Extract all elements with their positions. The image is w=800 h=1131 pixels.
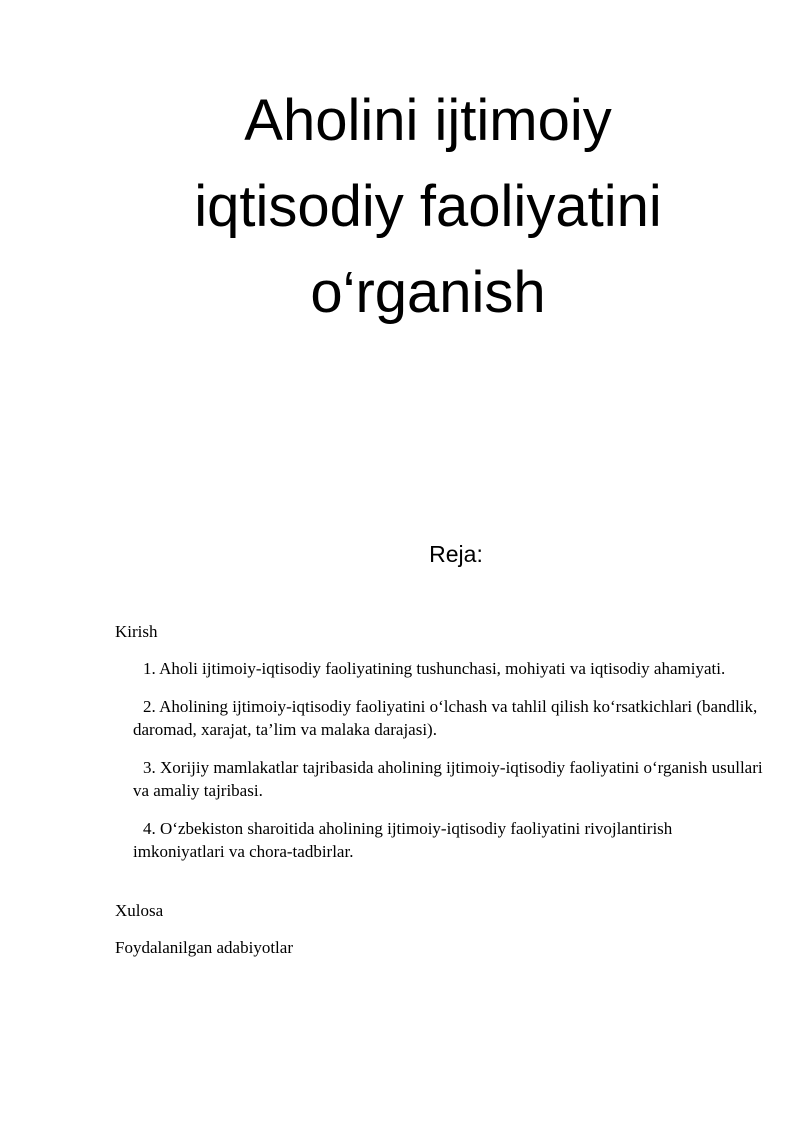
- plan-item-text: [133, 657, 763, 680]
- plan-list: [123, 657, 763, 878]
- plan-item-text: [133, 695, 763, 741]
- plan-heading: [0, 538, 800, 570]
- plan-item-content: Aholi ijtimoiy-iqtisodiy faoliyatining tushunchasi, mohiyati va iqtisodiy ahamiyati.: [159, 659, 726, 678]
- plan-item-number: 3.: [143, 758, 156, 777]
- plan-item: [123, 657, 763, 680]
- document-title: [100, 78, 756, 336]
- plan-references: Foydalanilgan adabiyotlar: [115, 938, 293, 957]
- plan-intro: Kirish: [115, 622, 158, 641]
- plan-item-number: 2.: [143, 697, 156, 716]
- title-line-2: iqtisodiy faoliyatini: [194, 174, 662, 239]
- plan-heading-text: Reja:: [429, 541, 483, 567]
- plan-conclusion: Xulosa: [115, 901, 164, 920]
- title-line-1: Aholini ijtimoiy: [244, 88, 612, 153]
- plan-item-text: [133, 817, 763, 863]
- plan-item: [123, 817, 763, 863]
- plan-item-content: O‘zbekiston sharoitida aholining ijtimoiy-iqtisodiy faoliyatini rivojlantirish imkoniyatlari va chora-tadbirlar.: [133, 819, 673, 861]
- title-line-3: o‘rganish: [310, 260, 546, 325]
- plan-item-text: [133, 756, 763, 802]
- plan-item-content: Xorijiy mamlakatlar tajribasida aholining ijtimoiy-iqtisodiy faoliyatini o‘rganish usullari va amaliy tajribasi.: [133, 758, 763, 800]
- plan-item-content: Aholining ijtimoiy-iqtisodiy faoliyatini o‘lchash va tahlil qilish ko‘rsatkichlari (bandlik, daromad, xarajat, ta’lim va malaka darajasi).: [133, 697, 758, 739]
- plan-item-number: 4.: [143, 819, 156, 838]
- plan-item: [123, 695, 763, 741]
- plan-item-number: 1.: [143, 659, 156, 678]
- plan-item: [123, 756, 763, 802]
